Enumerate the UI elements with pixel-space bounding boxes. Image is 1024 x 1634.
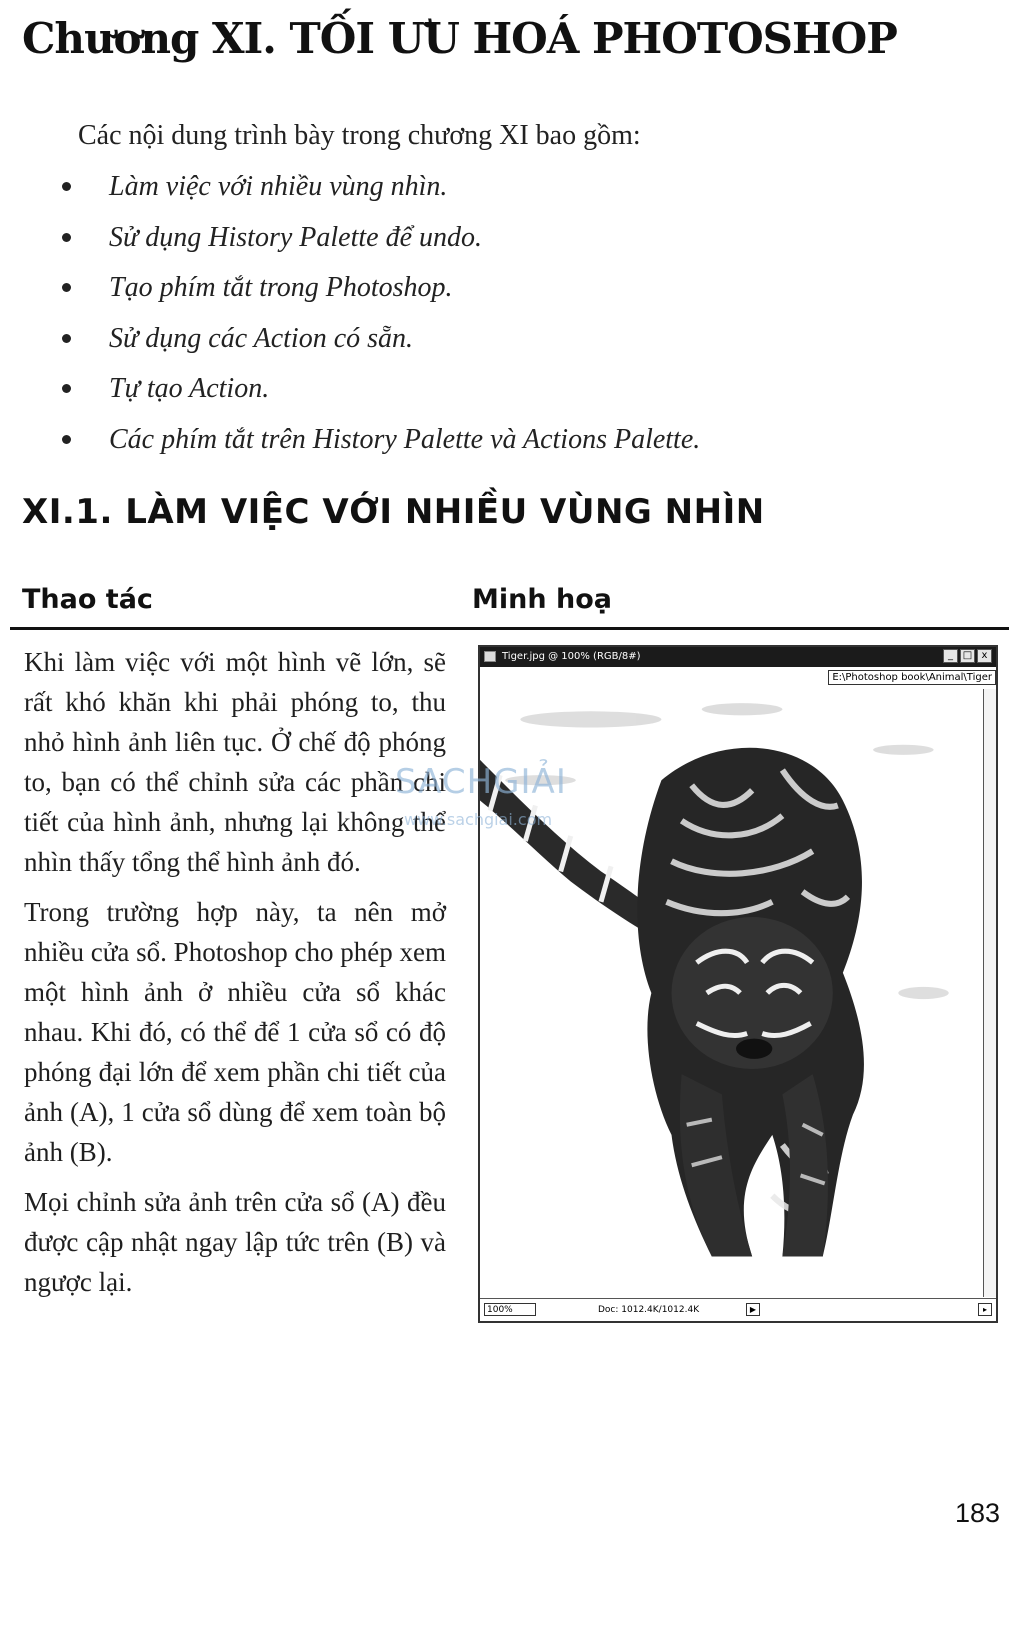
- list-item-text: Sử dụng History Palette để undo.: [109, 221, 482, 253]
- bullet-icon: [62, 233, 71, 242]
- operation-text: [24, 642, 446, 1312]
- list-item: [62, 370, 700, 421]
- window-title: Tiger.jpg @ 100% (RGB/8#): [502, 651, 641, 662]
- list-item-text: Tạo phím tắt trong Photoshop.: [109, 272, 453, 303]
- bullet-icon: [62, 334, 71, 343]
- close-button[interactable]: x: [977, 649, 992, 663]
- paragraph: Khi làm việc với một hình vẽ lớn, sẽ rất khó khăn khi phải phóng to, thu nhỏ hình ảnh liên tục. Ở chế độ phóng to, bạn có thể chỉnh sửa các phần chi tiết của hình ảnh, nhưng lại không thể nhìn thấy tổng thể hình ảnh đó.: [24, 647, 446, 877]
- bullet-icon: [62, 182, 71, 191]
- bullet-icon: [62, 283, 71, 292]
- document-icon: [484, 651, 496, 662]
- document-size: Doc: 1012.4K/1012.4K: [598, 1305, 700, 1315]
- list-item-text: Làm việc với nhiều vùng nhìn.: [109, 171, 448, 202]
- chapter-title: Chương XI. TỐI ƯU HOÁ PHOTOSHOP: [22, 14, 897, 63]
- header-divider: [10, 627, 1009, 630]
- bullet-icon: [62, 435, 71, 444]
- chapter-intro: Các nội dung trình bày trong chương XI bao gồm:: [78, 120, 641, 151]
- window-controls: [943, 649, 992, 663]
- list-item: [62, 320, 700, 371]
- list-item: [62, 219, 700, 270]
- chapter-contents-list: [62, 168, 700, 471]
- watermark-url: www.sachgiai.com: [404, 810, 553, 829]
- status-bar: [480, 1298, 996, 1321]
- list-item-text: Sử dụng các Action có sẵn.: [109, 322, 414, 354]
- list-item-text: Tự tạo Action.: [109, 373, 270, 404]
- scroll-right-icon[interactable]: ▸: [978, 1303, 992, 1316]
- vertical-scrollbar[interactable]: [983, 689, 996, 1297]
- maximize-button[interactable]: □: [960, 649, 975, 663]
- paragraph: Trong trường hợp này, ta nên mở nhiều cửa sổ. Photoshop cho phép xem một hình ảnh ở nhiều cửa sổ khác nhau. Khi đó, có thể để 1 cửa sổ có độ phóng đại lớn để xem phần chi tiết của ảnh (A), 1 cửa sổ dùng để xem toàn bộ ảnh (B).: [24, 897, 446, 1167]
- window-titlebar[interactable]: [480, 647, 996, 667]
- section-title: XI.1. LÀM VIỆC VỚI NHIỀU VÙNG NHÌN: [22, 492, 765, 532]
- column-header-operation: Thao tác: [22, 584, 153, 615]
- page-number: 183: [954, 1498, 1000, 1528]
- status-menu-arrow-icon[interactable]: ▶: [746, 1303, 760, 1316]
- photoshop-document-window: [478, 645, 998, 1323]
- list-item: [62, 421, 700, 472]
- watermark-logo: SACHGIẢI: [395, 762, 567, 802]
- zoom-field[interactable]: 100%: [484, 1303, 536, 1316]
- minimize-button[interactable]: _: [943, 649, 958, 663]
- list-item-text: Các phím tắt trên History Palette và Actions Palette.: [109, 423, 701, 455]
- column-header-illustration: Minh hoạ: [472, 584, 612, 615]
- file-path-tooltip: E:\Photoshop book\Animal\Tiger: [828, 670, 996, 685]
- list-item: [62, 269, 700, 320]
- bullet-icon: [62, 384, 71, 393]
- paragraph: Mọi chỉnh sửa ảnh trên cửa sổ (A) đều được cập nhật ngay lập tức trên (B) và ngược lại.: [24, 1187, 446, 1297]
- list-item: [62, 168, 700, 219]
